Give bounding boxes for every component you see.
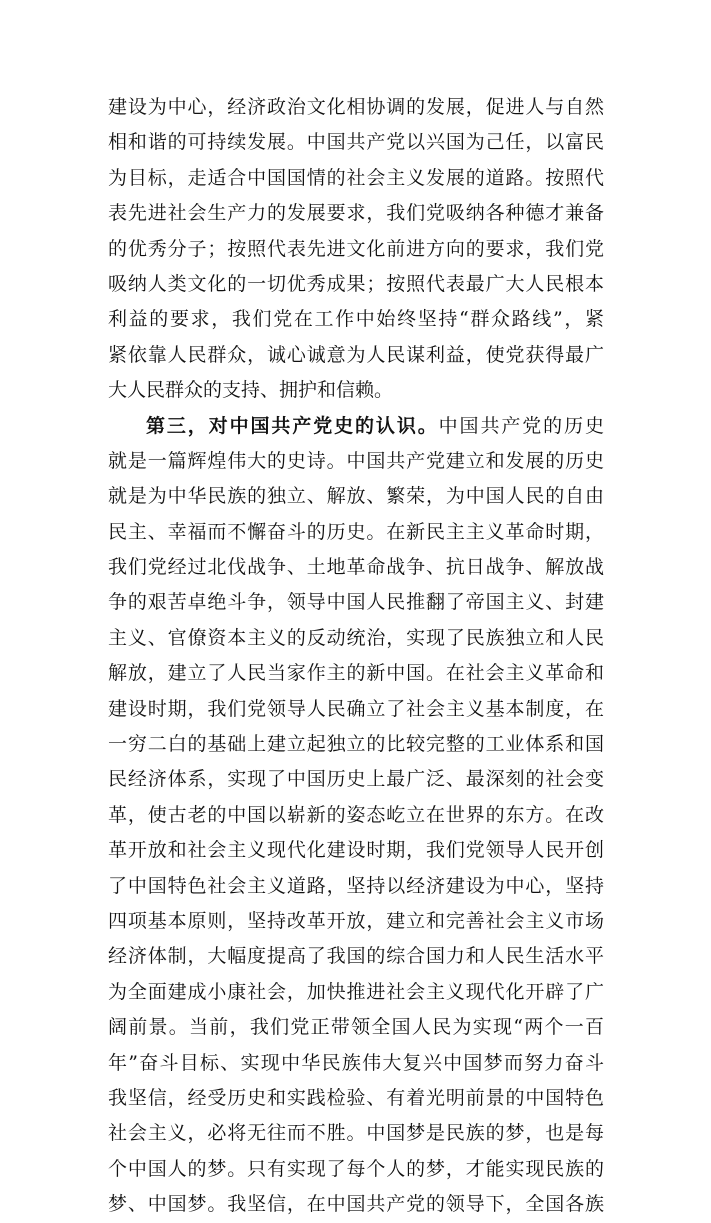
text-line: 个中国人的梦。只有实现了每个人的梦，才能实现民族的 xyxy=(108,1157,604,1180)
text-line: 阔前景。当前，我们党正带领全国人民为实现“两个一百 xyxy=(108,1016,604,1039)
text-line: 解放，建立了人民当家作主的新中国。在社会主义革命和 xyxy=(108,662,604,685)
heading-continuation: 中国共产党的历史 xyxy=(438,414,604,437)
text-line: 利益的要求，我们党在工作中始终坚持“群众路线”，紧 xyxy=(108,308,604,331)
text-line: 社会主义，必将无往而不胜。中国梦是民族的梦，也是每 xyxy=(108,1122,604,1145)
text-line: 的优秀分子；按照代表先进文化前进方向的要求，我们党 xyxy=(108,237,604,260)
text-line: 四项基本原则，坚持改革开放，建立和完善社会主义市场 xyxy=(108,909,604,932)
text-line: 梦、中国梦。我坚信，在中国共产党的领导下，全国各族 xyxy=(108,1193,604,1216)
text-line: 民经济体系，实现了中国历史上最广泛、最深刻的社会变 xyxy=(108,768,604,791)
text-line: 吸纳人类文化的一切优秀成果；按照代表最广大人民根本 xyxy=(108,272,604,295)
text-line: 就是一篇辉煌伟大的史诗。中国共产党建立和发展的历史 xyxy=(108,449,604,472)
text-line: 争的艰苦卓绝斗争，领导中国人民推翻了帝国主义、封建 xyxy=(108,591,604,614)
text-line: 建设时期，我们党领导人民确立了社会主义基本制度，在 xyxy=(108,697,604,720)
text-line: 一穷二白的基础上建立起独立的比较完整的工业体系和国 xyxy=(108,733,604,756)
text-line: 表先进社会生产力的发展要求，我们党吸纳各种德才兼备 xyxy=(108,202,604,225)
text-line: 建设为中心，经济政治文化相协调的发展，促进人与自然 xyxy=(108,96,604,118)
section-heading-line xyxy=(108,409,604,444)
text-line: 为目标，走适合中国国情的社会主义发展的道路。按照代 xyxy=(108,166,604,189)
text-line: 紧依靠人民群众，诚心诚意为人民谋利益，使党获得最广 xyxy=(108,343,604,366)
text-line: 就是为中华民族的独立、解放、繁荣，为中国人民的自由 xyxy=(108,485,604,508)
text-line: 主义、官僚资本主义的反动统治，实现了民族独立和人民 xyxy=(108,626,604,649)
text-line: 民主、幸福而不懈奋斗的历史。在新民主主义革命时期， xyxy=(108,520,604,543)
text-line: 为全面建成小康社会，加快推进社会主义现代化开辟了广 xyxy=(108,980,604,1003)
body-text xyxy=(108,90,604,1223)
text-line: 我们党经过北伐战争、土地革命战争、抗日战争、解放战 xyxy=(108,556,604,579)
text-line: 我坚信，经受历史和实践检验、有着光明前景的中国特色 xyxy=(108,1086,604,1109)
text-line: 大人民群众的支持、拥护和信赖。 xyxy=(108,379,394,402)
text-line: 相和谐的可持续发展。中国共产党以兴国为己任，以富民 xyxy=(108,131,604,154)
section-heading: 第三，对中国共产党史的认识。 xyxy=(146,414,439,437)
text-line: 经济体制，大幅度提高了我国的综合国力和人民生活水平 xyxy=(108,945,604,968)
text-line: 革，使古老的中国以崭新的姿态屹立在世界的东方。在改 xyxy=(108,803,604,826)
text-line: 年”奋斗目标、实现中华民族伟大复兴中国梦而努力奋斗 xyxy=(108,1051,604,1074)
text-line: 了中国特色社会主义道路，坚持以经济建设为中心，坚持 xyxy=(108,874,604,897)
text-line: 革开放和社会主义现代化建设时期，我们党领导人民开创 xyxy=(108,839,604,862)
